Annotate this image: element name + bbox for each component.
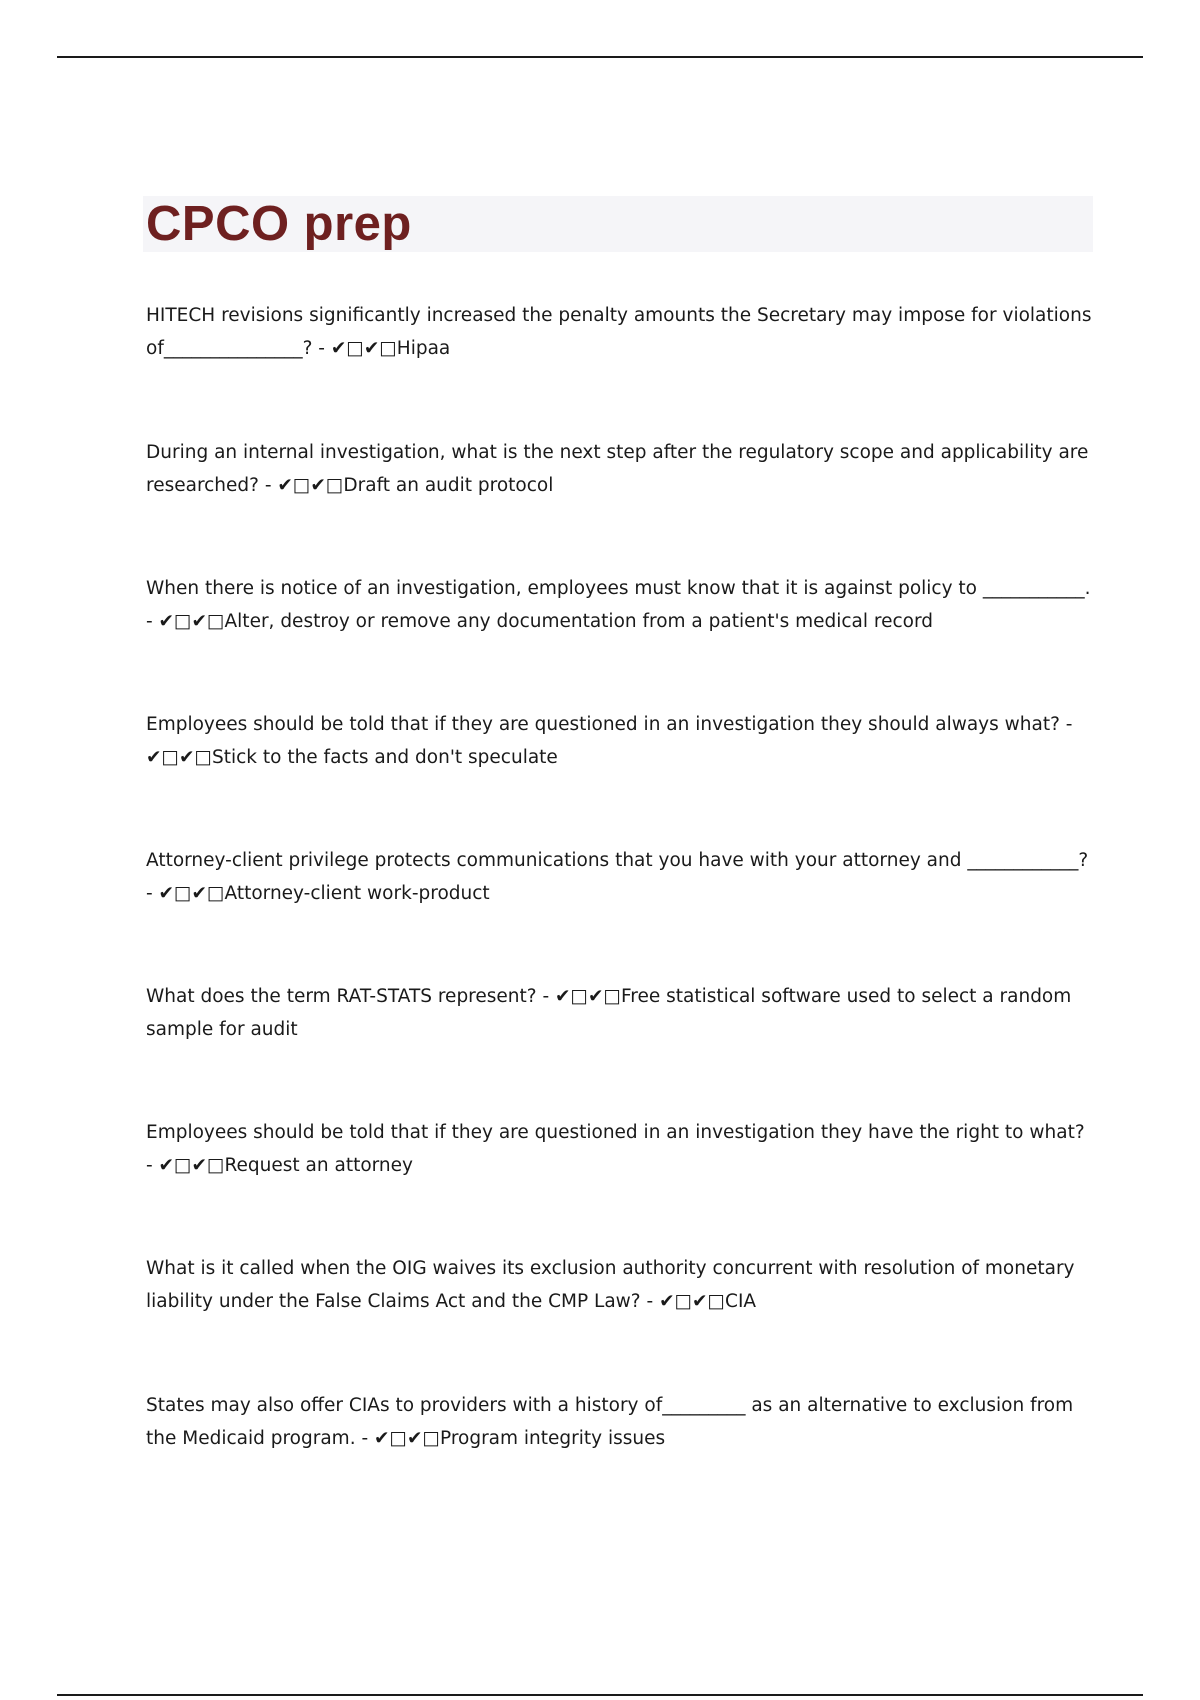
header-rule [57,56,1143,58]
qa-item: States may also offer CIAs to providers with a history of_________ as an alternative to exclusion from the Medicaid program. - ✔□✔□Program integrity issues [146,1395,1074,1449]
qa-item: Attorney-client privilege protects communications that you have with your attorney and ____________? - ✔□✔□Attorney-client work-product [146,850,1089,904]
qa-item: Employees should be told that if they are questioned in an investigation they have the right to what? - ✔□✔□Request an attorney [146,1122,1085,1176]
footer-rule [57,1694,1143,1696]
qa-item: When there is notice of an investigation, employees must know that it is against policy to ___________. - ✔□✔□Alter, destroy or remove any documentation from a patient's medical record [146,578,1091,632]
qa-item: What is it called when the OIG waives its exclusion authority concurrent with resolution of monetary liability under the False Claims Act and the CMP Law? - ✔□✔□CIA [146,1258,1075,1312]
qa-item: During an internal investigation, what is the next step after the regulatory scope and applicability are researched? - ✔□✔□Draft an audit protocol [146,442,1089,496]
qa-item: HITECH revisions significantly increased the penalty amounts the Secretary may impose for violations of_______________? - ✔□✔□Hipaa [146,305,1092,359]
document-title: CPCO prep [146,197,412,251]
qa-item: What does the term RAT-STATS represent? - ✔□✔□Free statistical software used to select a random sample for audit [146,986,1072,1040]
qa-item: Employees should be told that if they are questioned in an investigation they should always what? - ✔□✔□Stick to the facts and don't speculate [146,714,1073,768]
